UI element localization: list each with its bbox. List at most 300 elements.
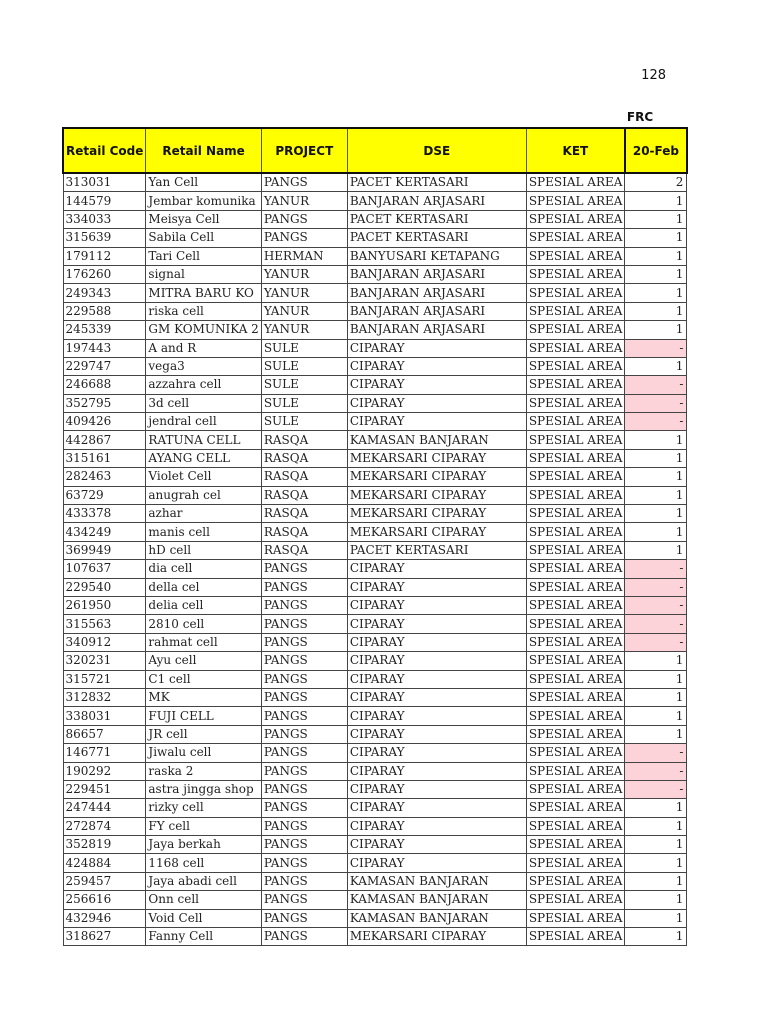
cell-value: 1 [625,357,687,375]
cell-retail-name: rizky cell [146,799,261,817]
frc-label: FRC [626,110,654,124]
cell-project: YANUR [261,192,347,210]
cell-project: PANGS [261,780,347,798]
cell-retail-code: 320231 [63,652,146,670]
cell-retail-code: 146771 [63,744,146,762]
cell-retail-name: Jembar komunika [146,192,261,210]
table-row [63,247,687,265]
cell-ket: SPESIAL AREA [526,247,625,265]
cell-project: PANGS [261,670,347,688]
cell-dse: CIPARAY [347,652,526,670]
cell-retail-name: Meisya Cell [146,210,261,228]
cell-retail-code: 249343 [63,284,146,302]
cell-dse: CIPARAY [347,578,526,596]
cell-value: - [625,780,687,798]
cell-dse: KAMASAN BANJARAN [347,872,526,890]
cell-dse: MEKARSARI CIPARAY [347,468,526,486]
cell-retail-name: astra jingga shop [146,780,261,798]
cell-retail-code: 144579 [63,192,146,210]
cell-project: PANGS [261,707,347,725]
cell-dse: CIPARAY [347,394,526,412]
cell-retail-name: 1168 cell [146,854,261,872]
cell-ket: SPESIAL AREA [526,578,625,596]
cell-project: PANGS [261,688,347,706]
cell-ket: SPESIAL AREA [526,321,625,339]
cell-retail-code: 272874 [63,817,146,835]
cell-dse: MEKARSARI CIPARAY [347,523,526,541]
table-row [63,468,687,486]
cell-retail-code: 434249 [63,523,146,541]
cell-value: 1 [625,265,687,283]
cell-value: 1 [625,854,687,872]
cell-project: PANGS [261,872,347,890]
table-row [63,265,687,283]
cell-dse: CIPARAY [347,633,526,651]
cell-retail-name: FY cell [146,817,261,835]
cell-ket: SPESIAL AREA [526,523,625,541]
cell-project: PANGS [261,928,347,946]
table-row [63,173,687,192]
table-row [63,725,687,743]
cell-retail-code: 369949 [63,541,146,559]
cell-value: - [625,578,687,596]
cell-dse: BANJARAN ARJASARI [347,302,526,320]
cell-retail-name: raska 2 [146,762,261,780]
cell-dse: CIPARAY [347,596,526,614]
cell-project: SULE [261,376,347,394]
table-row [63,541,687,559]
cell-ket: SPESIAL AREA [526,762,625,780]
cell-retail-code: 261950 [63,596,146,614]
cell-retail-code: 338031 [63,707,146,725]
cell-retail-name: manis cell [146,523,261,541]
table-row [63,817,687,835]
retail-table [62,127,688,946]
cell-retail-name: 2810 cell [146,615,261,633]
cell-project: PANGS [261,578,347,596]
cell-value: 1 [625,247,687,265]
cell-retail-code: 409426 [63,413,146,431]
cell-project: PANGS [261,891,347,909]
cell-dse: PACET KERTASARI [347,210,526,228]
table-row [63,229,687,247]
cell-project: RASQA [261,523,347,541]
cell-retail-code: 352795 [63,394,146,412]
cell-retail-name: A and R [146,339,261,357]
cell-retail-name: Jaya berkah [146,836,261,854]
cell-ket: SPESIAL AREA [526,284,625,302]
cell-project: YANUR [261,302,347,320]
cell-retail-name: C1 cell [146,670,261,688]
cell-retail-name: RATUNA CELL [146,431,261,449]
cell-retail-name: Jaya abadi cell [146,872,261,890]
cell-dse: KAMASAN BANJARAN [347,891,526,909]
cell-dse: CIPARAY [347,339,526,357]
cell-retail-name: Yan Cell [146,173,261,192]
cell-value: 1 [625,799,687,817]
cell-value: 1 [625,707,687,725]
cell-value: - [625,633,687,651]
cell-ket: SPESIAL AREA [526,744,625,762]
cell-ket: SPESIAL AREA [526,541,625,559]
cell-value: 1 [625,891,687,909]
table-row [63,652,687,670]
cell-ket: SPESIAL AREA [526,431,625,449]
cell-retail-code: 282463 [63,468,146,486]
cell-dse: CIPARAY [347,670,526,688]
cell-dse: PACET KERTASARI [347,229,526,247]
cell-ket: SPESIAL AREA [526,449,625,467]
cell-project: PANGS [261,229,347,247]
cell-retail-name: riska cell [146,302,261,320]
cell-retail-name: JR cell [146,725,261,743]
header-retail-code: Retail Code [63,128,146,173]
table-row [63,523,687,541]
cell-retail-name: 3d cell [146,394,261,412]
cell-retail-name: Tari Cell [146,247,261,265]
table-row [63,596,687,614]
cell-retail-code: 340912 [63,633,146,651]
cell-ket: SPESIAL AREA [526,394,625,412]
cell-ket: SPESIAL AREA [526,633,625,651]
table-row [63,780,687,798]
cell-value: 1 [625,486,687,504]
header-ket: KET [526,128,625,173]
cell-retail-code: 197443 [63,339,146,357]
header-row [63,128,687,173]
cell-value: 2 [625,173,687,192]
cell-ket: SPESIAL AREA [526,707,625,725]
cell-retail-name: dia cell [146,560,261,578]
cell-value: - [625,376,687,394]
cell-project: PANGS [261,799,347,817]
cell-dse: MEKARSARI CIPARAY [347,486,526,504]
cell-project: RASQA [261,505,347,523]
cell-value: 1 [625,431,687,449]
cell-value: 1 [625,284,687,302]
table-row [63,707,687,725]
cell-retail-name: azzahra cell [146,376,261,394]
cell-ket: SPESIAL AREA [526,817,625,835]
cell-value: - [625,413,687,431]
table-row [63,431,687,449]
cell-dse: BANJARAN ARJASARI [347,265,526,283]
cell-project: SULE [261,339,347,357]
cell-project: RASQA [261,449,347,467]
header-project: PROJECT [261,128,347,173]
cell-value: - [625,762,687,780]
table-row [63,670,687,688]
cell-value: 1 [625,836,687,854]
cell-project: SULE [261,413,347,431]
cell-ket: SPESIAL AREA [526,615,625,633]
table-row [63,486,687,504]
cell-retail-name: azhar [146,505,261,523]
cell-project: PANGS [261,633,347,651]
table-row [63,413,687,431]
table-row [63,210,687,228]
table-row [63,744,687,762]
cell-project: RASQA [261,486,347,504]
table-row [63,339,687,357]
cell-retail-code: 442867 [63,431,146,449]
cell-project: PANGS [261,725,347,743]
cell-project: SULE [261,394,347,412]
cell-retail-code: 229588 [63,302,146,320]
cell-value: 1 [625,652,687,670]
cell-value: 1 [625,688,687,706]
table-row [63,321,687,339]
cell-retail-code: 229747 [63,357,146,375]
cell-dse: MEKARSARI CIPARAY [347,505,526,523]
cell-retail-code: 229451 [63,780,146,798]
cell-ket: SPESIAL AREA [526,505,625,523]
cell-dse: BANYUSARI KETAPANG [347,247,526,265]
cell-retail-name: MK [146,688,261,706]
cell-project: YANUR [261,284,347,302]
table-row [63,284,687,302]
cell-retail-code: 179112 [63,247,146,265]
cell-dse: CIPARAY [347,836,526,854]
cell-retail-code: 247444 [63,799,146,817]
cell-retail-code: 313031 [63,173,146,192]
table-row [63,836,687,854]
cell-project: RASQA [261,541,347,559]
header-dse: DSE [347,128,526,173]
table-header [63,128,687,173]
table-row [63,560,687,578]
cell-retail-code: 86657 [63,725,146,743]
table-row [63,688,687,706]
table-row [63,505,687,523]
cell-dse: CIPARAY [347,688,526,706]
cell-dse: CIPARAY [347,799,526,817]
table-row [63,449,687,467]
cell-project: YANUR [261,265,347,283]
cell-dse: BANJARAN ARJASARI [347,284,526,302]
cell-retail-code: 315563 [63,615,146,633]
cell-retail-name: Fanny Cell [146,928,261,946]
page-number: 128 [641,68,666,83]
cell-ket: SPESIAL AREA [526,688,625,706]
cell-dse: PACET KERTASARI [347,173,526,192]
cell-value: - [625,560,687,578]
cell-value: - [625,339,687,357]
table-row [63,909,687,927]
cell-retail-name: Sabila Cell [146,229,261,247]
cell-retail-code: 259457 [63,872,146,890]
cell-dse: CIPARAY [347,560,526,578]
cell-ket: SPESIAL AREA [526,173,625,192]
cell-value: 1 [625,670,687,688]
cell-retail-name: jendral cell [146,413,261,431]
cell-value: - [625,744,687,762]
cell-value: 1 [625,302,687,320]
table-row [63,192,687,210]
cell-dse: CIPARAY [347,762,526,780]
cell-retail-name: Ayu cell [146,652,261,670]
cell-dse: KAMASAN BANJARAN [347,431,526,449]
cell-value: 1 [625,210,687,228]
cell-ket: SPESIAL AREA [526,413,625,431]
cell-value: 1 [625,817,687,835]
table-body [63,173,687,946]
cell-ket: SPESIAL AREA [526,357,625,375]
cell-dse: CIPARAY [347,357,526,375]
table-row [63,633,687,651]
cell-retail-name: signal [146,265,261,283]
cell-ket: SPESIAL AREA [526,854,625,872]
table-row [63,357,687,375]
header-date: 20-Feb [625,128,687,173]
cell-value: 1 [625,229,687,247]
cell-retail-code: 334033 [63,210,146,228]
cell-dse: CIPARAY [347,744,526,762]
cell-dse: MEKARSARI CIPARAY [347,449,526,467]
cell-dse: BANJARAN ARJASARI [347,321,526,339]
cell-value: 1 [625,321,687,339]
cell-dse: CIPARAY [347,413,526,431]
cell-value: 1 [625,449,687,467]
cell-retail-code: 229540 [63,578,146,596]
cell-ket: SPESIAL AREA [526,780,625,798]
cell-project: RASQA [261,468,347,486]
cell-retail-name: MITRA BARU KO [146,284,261,302]
cell-project: PANGS [261,210,347,228]
cell-value: 1 [625,928,687,946]
cell-dse: KAMASAN BANJARAN [347,909,526,927]
cell-ket: SPESIAL AREA [526,486,625,504]
cell-retail-code: 352819 [63,836,146,854]
cell-retail-code: 433378 [63,505,146,523]
cell-retail-name: Onn cell [146,891,261,909]
cell-retail-code: 312832 [63,688,146,706]
cell-project: PANGS [261,762,347,780]
cell-ket: SPESIAL AREA [526,909,625,927]
cell-retail-code: 315639 [63,229,146,247]
cell-retail-code: 190292 [63,762,146,780]
cell-value: - [625,596,687,614]
cell-project: PANGS [261,652,347,670]
cell-dse: CIPARAY [347,707,526,725]
table-row [63,762,687,780]
cell-ket: SPESIAL AREA [526,891,625,909]
cell-ket: SPESIAL AREA [526,339,625,357]
cell-retail-name: Void Cell [146,909,261,927]
cell-value: 1 [625,872,687,890]
cell-ket: SPESIAL AREA [526,468,625,486]
cell-project: HERMAN [261,247,347,265]
table-row [63,615,687,633]
cell-retail-code: 246688 [63,376,146,394]
table-row [63,302,687,320]
cell-ket: SPESIAL AREA [526,376,625,394]
cell-retail-name: anugrah cel [146,486,261,504]
table-row [63,891,687,909]
cell-project: PANGS [261,744,347,762]
cell-dse: CIPARAY [347,615,526,633]
cell-retail-code: 315721 [63,670,146,688]
cell-project: PANGS [261,615,347,633]
cell-ket: SPESIAL AREA [526,192,625,210]
cell-retail-code: 318627 [63,928,146,946]
cell-ket: SPESIAL AREA [526,799,625,817]
cell-project: SULE [261,357,347,375]
cell-retail-code: 107637 [63,560,146,578]
cell-value: - [625,615,687,633]
cell-ket: SPESIAL AREA [526,210,625,228]
cell-value: 1 [625,468,687,486]
cell-ket: SPESIAL AREA [526,670,625,688]
cell-value: 1 [625,909,687,927]
table-row [63,872,687,890]
cell-retail-name: GM KOMUNIKA 2 [146,321,261,339]
cell-dse: CIPARAY [347,854,526,872]
cell-project: PANGS [261,836,347,854]
table-row [63,854,687,872]
cell-project: PANGS [261,854,347,872]
cell-retail-code: 432946 [63,909,146,927]
cell-dse: MEKARSARI CIPARAY [347,928,526,946]
cell-value: - [625,394,687,412]
header-retail-name: Retail Name [146,128,261,173]
cell-dse: CIPARAY [347,376,526,394]
cell-dse: CIPARAY [347,780,526,798]
table-row [63,799,687,817]
cell-project: PANGS [261,817,347,835]
cell-ket: SPESIAL AREA [526,229,625,247]
table-row [63,578,687,596]
cell-retail-name: delia cell [146,596,261,614]
cell-retail-code: 63729 [63,486,146,504]
cell-ket: SPESIAL AREA [526,836,625,854]
cell-retail-name: vega3 [146,357,261,375]
cell-retail-name: Jiwalu cell [146,744,261,762]
cell-retail-name: Violet Cell [146,468,261,486]
cell-ket: SPESIAL AREA [526,302,625,320]
cell-retail-code: 176260 [63,265,146,283]
cell-retail-name: hD cell [146,541,261,559]
cell-retail-code: 315161 [63,449,146,467]
cell-project: PANGS [261,173,347,192]
cell-ket: SPESIAL AREA [526,596,625,614]
cell-project: PANGS [261,596,347,614]
table-row [63,928,687,946]
cell-retail-name: rahmat cell [146,633,261,651]
cell-retail-name: AYANG CELL [146,449,261,467]
cell-dse: CIPARAY [347,725,526,743]
cell-dse: BANJARAN ARJASARI [347,192,526,210]
cell-retail-name: della cel [146,578,261,596]
cell-dse: PACET KERTASARI [347,541,526,559]
table-row [63,376,687,394]
cell-value: 1 [625,192,687,210]
cell-value: 1 [625,541,687,559]
cell-ket: SPESIAL AREA [526,928,625,946]
cell-ket: SPESIAL AREA [526,560,625,578]
cell-project: PANGS [261,909,347,927]
cell-ket: SPESIAL AREA [526,725,625,743]
cell-retail-name: FUJI CELL [146,707,261,725]
cell-retail-code: 256616 [63,891,146,909]
cell-dse: CIPARAY [347,817,526,835]
cell-project: YANUR [261,321,347,339]
cell-project: RASQA [261,431,347,449]
cell-retail-code: 245339 [63,321,146,339]
cell-ket: SPESIAL AREA [526,652,625,670]
cell-value: 1 [625,505,687,523]
cell-ket: SPESIAL AREA [526,872,625,890]
